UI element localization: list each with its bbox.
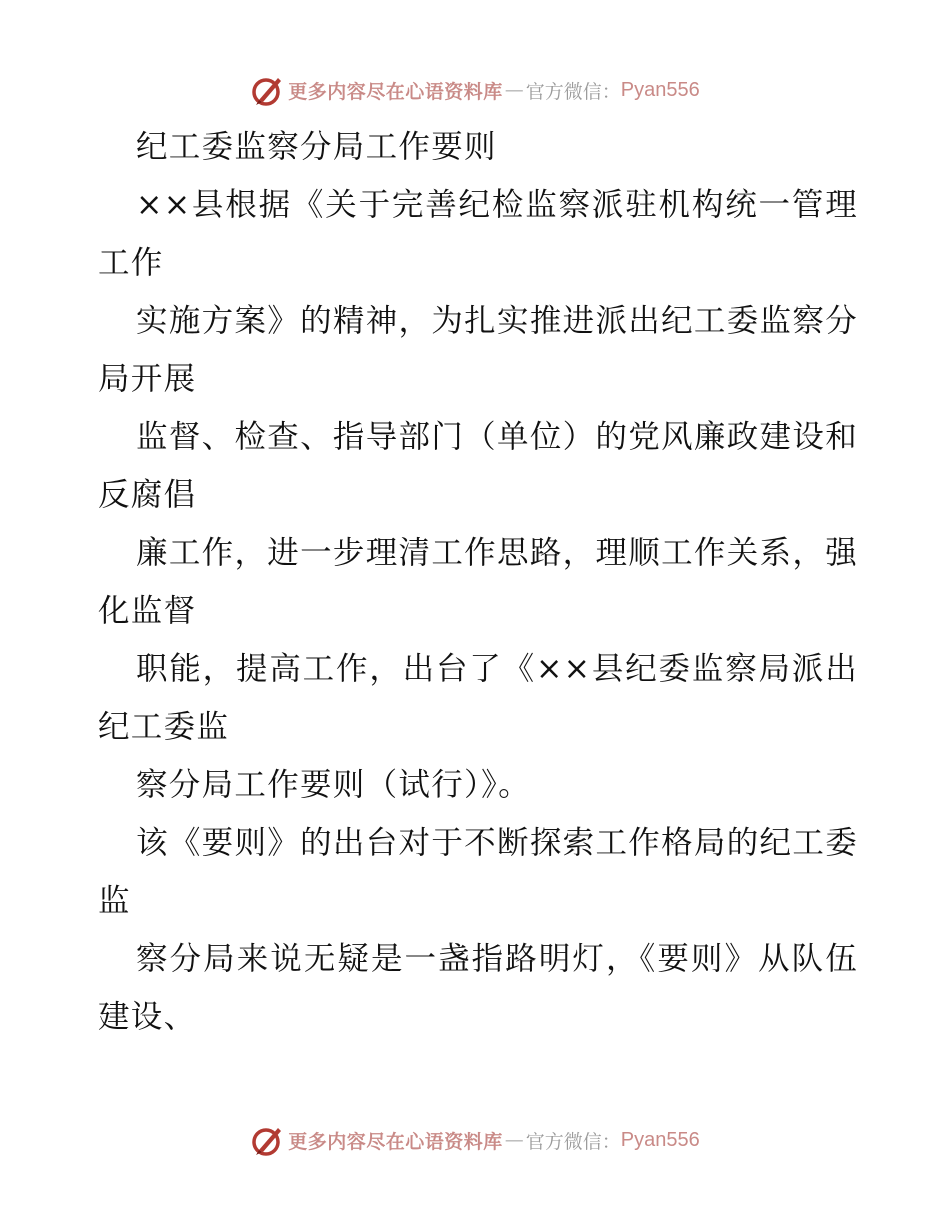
document-title: 纪工委监察分局工作要则 <box>136 129 497 165</box>
quill-pen-icon <box>250 72 286 108</box>
banner-wechat-label: 官方微信： <box>525 1130 621 1153</box>
paragraph: 廉工作，进一步理清工作思路，理顺工作关系，强化监督 <box>98 535 858 629</box>
paragraph: 察分局来说无疑是一盏指路明灯，《要则》从队伍建设、 <box>98 941 858 1035</box>
banner-separator: — <box>504 1129 524 1151</box>
banner-wechat-id: Pyan556 <box>620 1128 700 1151</box>
quill-pen-icon <box>250 1122 286 1158</box>
paragraph: 察分局工作要则（试行）》。 <box>136 767 531 803</box>
banner-text: 更多内容尽在心语资料库 <box>288 1130 503 1153</box>
banner-wechat-label: 官方微信： <box>525 80 621 103</box>
header-banner <box>0 70 950 110</box>
paragraph: 该《要则》的出台对于不断探索工作格局的纪工委监 <box>98 825 858 919</box>
paragraph: 监督、检查、指导部门（单位）的党风廉政建设和反腐倡 <box>98 419 858 513</box>
banner-separator: — <box>504 79 524 101</box>
banner-text: 更多内容尽在心语资料库 <box>288 80 503 103</box>
paragraph: ××县根据《关于完善纪检监察派驻机构统一管理工作 <box>98 187 858 281</box>
footer-banner <box>0 1120 950 1160</box>
banner-wechat-id: Pyan556 <box>620 78 700 101</box>
paragraph: 职能，提高工作，出台了《××县纪委监察局派出纪工委监 <box>98 651 858 745</box>
document-body <box>98 118 858 1046</box>
paragraph: 实施方案》的精神，为扎实推进派出纪工委监察分局开展 <box>98 303 858 397</box>
